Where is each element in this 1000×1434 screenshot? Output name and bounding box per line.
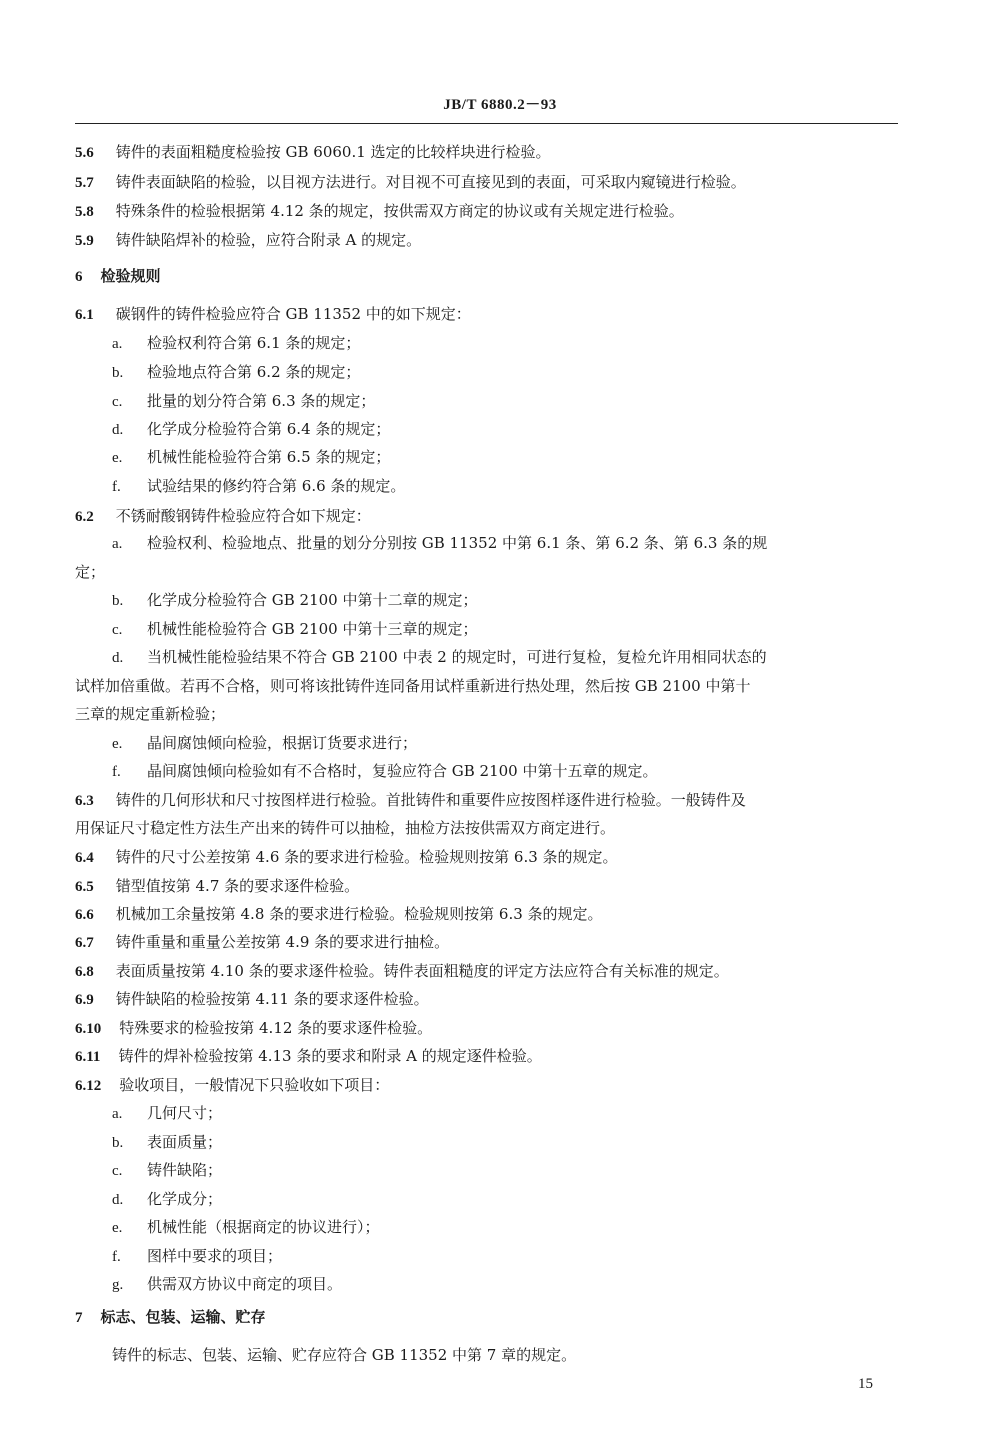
list-item <box>112 476 405 497</box>
item-text: 几何尺寸； <box>147 1104 223 1122</box>
clause-text: 不锈耐酸钢铸件检验应符合如下规定： <box>115 507 371 525</box>
list-item <box>112 1189 222 1210</box>
clause-continuation <box>75 818 615 838</box>
clause-number: 5.9 <box>75 233 94 249</box>
item-text: 当机械性能检验结果不符合 GB 2100 中表 2 的规定时，可进行复检，复检允许用相同状态的 <box>147 648 767 666</box>
item-text: 检验权利、检验地点、批量的划分分别按 GB 11352 中第 6.1 条、第 6.2 条、第 6.3 条的规 <box>147 534 768 552</box>
clause-text: 铸件表面缺陷的检验，以目视方法进行。对目视不可直接见到的表面，可采取内窥镜进行检验。 <box>115 173 746 191</box>
list-item-continuation <box>75 562 105 582</box>
clause-text: 铸件的尺寸公差按第 4.6 条的要求进行检验。检验规则按第 6.3 条的规定。 <box>115 848 618 866</box>
item-text: 表面质量； <box>147 1133 223 1151</box>
item-marker: e. <box>112 450 123 466</box>
item-marker: a. <box>112 1106 123 1122</box>
clause-5-9 <box>75 230 421 251</box>
clause-number: 6.10 <box>75 1021 102 1037</box>
clause-number: 6.2 <box>75 509 94 525</box>
item-text: 检验权利符合第 6.1 条的规定； <box>147 334 361 352</box>
list-item <box>112 1160 222 1181</box>
list-item <box>112 1274 342 1295</box>
header-rule <box>75 123 898 124</box>
list-item <box>112 533 767 554</box>
list-item <box>112 419 390 440</box>
item-marker: b. <box>112 593 124 609</box>
clause-6-6 <box>75 904 603 925</box>
item-text: 机械性能检验符合 GB 2100 中第十三章的规定； <box>147 620 478 638</box>
item-marker: b. <box>112 365 124 381</box>
list-item-continuation <box>75 704 225 724</box>
clause-6-8 <box>75 961 729 982</box>
list-item <box>112 647 767 668</box>
item-marker: e. <box>112 1220 123 1236</box>
clause-number: 6.6 <box>75 907 94 923</box>
clause-number: 6.5 <box>75 879 94 895</box>
list-item <box>112 619 478 640</box>
item-text: 化学成分检验符合 GB 2100 中第十二章的规定； <box>147 591 478 609</box>
section-title: 标志、包装、运输、贮存 <box>100 1308 266 1326</box>
list-item <box>112 1103 222 1124</box>
item-marker: c. <box>112 622 123 638</box>
item-marker: b. <box>112 1135 124 1151</box>
item-text: 批量的划分符合第 6.3 条的规定； <box>147 392 376 410</box>
clause-number: 6.3 <box>75 793 94 809</box>
list-item-continuation <box>75 676 751 696</box>
paragraph-text: 铸件的标志、包装、运输、贮存应符合 GB 11352 中第 7 章的规定。 <box>112 1346 577 1364</box>
clause-text: 特殊条件的检验根据第 4.12 条的规定，按供需双方商定的协议或有关规定进行检验。 <box>115 202 684 220</box>
item-marker: c. <box>112 394 123 410</box>
clause-text: 铸件的表面粗糙度检验按 GB 6060.1 选定的比较样块进行检验。 <box>115 143 551 161</box>
list-item <box>112 333 360 354</box>
clause-6-1 <box>75 304 471 325</box>
clause-6-5 <box>75 876 359 897</box>
item-marker: d. <box>112 650 124 666</box>
clause-6-11 <box>75 1046 542 1067</box>
item-text: 三章的规定重新检验； <box>75 705 226 723</box>
section-7-heading <box>75 1307 266 1328</box>
list-item <box>112 1132 222 1153</box>
clause-6-4 <box>75 847 618 868</box>
clause-text: 错型值按第 4.7 条的要求逐件检验。 <box>115 877 360 895</box>
item-text: 晶间腐蚀倾向检验如有不合格时，复验应符合 GB 2100 中第十五章的规定。 <box>147 762 658 780</box>
item-marker: f. <box>112 479 121 495</box>
item-marker: a. <box>112 336 123 352</box>
clause-text: 铸件的几何形状和尺寸按图样进行检验。首批铸件和重要件应按图样逐件进行检验。一般铸件及 <box>115 791 746 809</box>
list-item <box>112 362 360 383</box>
list-item <box>112 733 417 754</box>
clause-number: 5.7 <box>75 175 94 191</box>
list-item <box>112 1217 380 1238</box>
item-text: 铸件缺陷； <box>147 1161 223 1179</box>
item-text: 检验地点符合第 6.2 条的规定； <box>147 363 361 381</box>
list-item <box>112 590 478 611</box>
section-number: 7 <box>75 1310 83 1326</box>
clause-text: 用保证尺寸稳定性方法生产出来的铸件可以抽检，抽检方法按供需双方商定进行。 <box>75 819 616 837</box>
item-text: 供需双方协议中商定的项目。 <box>147 1275 343 1293</box>
clause-text: 机械加工余量按第 4.8 条的要求进行检验。检验规则按第 6.3 条的规定。 <box>115 905 603 923</box>
clause-text: 验收项目，一般情况下只验收如下项目： <box>119 1076 390 1094</box>
clause-number: 6.4 <box>75 850 94 866</box>
item-marker: e. <box>112 736 123 752</box>
clause-5-7 <box>75 172 746 193</box>
item-marker: a. <box>112 536 123 552</box>
item-marker: d. <box>112 422 124 438</box>
item-marker: d. <box>112 1192 124 1208</box>
document-header: JB/T 6880.2－93 <box>443 97 557 113</box>
clause-number: 6.1 <box>75 307 94 323</box>
clause-6-7 <box>75 932 449 953</box>
item-text: 机械性能检验符合第 6.5 条的规定； <box>147 448 391 466</box>
clause-6-3 <box>75 790 746 811</box>
section-number: 6 <box>75 269 83 285</box>
item-text: 图样中要求的项目； <box>147 1247 283 1265</box>
clause-text: 碳钢件的铸件检验应符合 GB 11352 中的如下规定： <box>115 305 471 323</box>
clause-number: 5.6 <box>75 145 94 161</box>
clause-number: 5.8 <box>75 204 94 220</box>
section-6-heading <box>75 266 161 287</box>
clause-5-6 <box>75 142 551 163</box>
clause-text: 特殊要求的检验按第 4.12 条的要求逐件检验。 <box>119 1019 433 1037</box>
clause-text: 铸件缺陷焊补的检验，应符合附录 A 的规定。 <box>115 231 422 249</box>
item-marker: f. <box>112 764 121 780</box>
list-item <box>112 761 658 782</box>
item-marker: g. <box>112 1277 124 1293</box>
page-number: 15 <box>858 1376 873 1392</box>
clause-number: 6.12 <box>75 1078 102 1094</box>
list-item <box>112 391 375 412</box>
section-title: 检验规则 <box>100 267 161 285</box>
item-text: 晶间腐蚀倾向检验，根据订货要求进行； <box>147 734 418 752</box>
clause-6-10 <box>75 1018 432 1039</box>
item-text: 定； <box>75 563 106 581</box>
clause-number: 6.8 <box>75 964 94 980</box>
list-item <box>112 1246 282 1267</box>
clause-6-12 <box>75 1075 389 1096</box>
clause-number: 6.7 <box>75 935 94 951</box>
clause-6-2 <box>75 506 371 527</box>
item-text: 试样加倍重做。若再不合格，则可将该批铸件连同备用试样重新进行热处理，然后按 GB 2100 中第十 <box>75 677 751 695</box>
item-text: 机械性能（根据商定的协议进行）； <box>147 1218 380 1236</box>
clause-6-9 <box>75 989 429 1010</box>
item-text: 化学成分； <box>147 1190 223 1208</box>
section-7-paragraph <box>112 1345 576 1365</box>
item-text: 试验结果的修约符合第 6.6 条的规定。 <box>147 477 406 495</box>
clause-text: 表面质量按第 4.10 条的要求逐件检验。铸件表面粗糙度的评定方法应符合有关标准的规定。 <box>115 962 729 980</box>
clause-number: 6.11 <box>75 1049 101 1065</box>
item-marker: f. <box>112 1249 121 1265</box>
clause-text: 铸件缺陷的检验按第 4.11 条的要求逐件检验。 <box>115 990 429 1008</box>
clause-text: 铸件重量和重量公差按第 4.9 条的要求进行抽检。 <box>115 933 450 951</box>
clause-text: 铸件的焊补检验按第 4.13 条的要求和附录 A 的规定逐件检验。 <box>118 1047 542 1065</box>
clause-number: 6.9 <box>75 992 94 1008</box>
item-marker: c. <box>112 1163 123 1179</box>
clause-5-8 <box>75 201 684 222</box>
item-text: 化学成分检验符合第 6.4 条的规定； <box>147 420 391 438</box>
list-item <box>112 447 390 468</box>
